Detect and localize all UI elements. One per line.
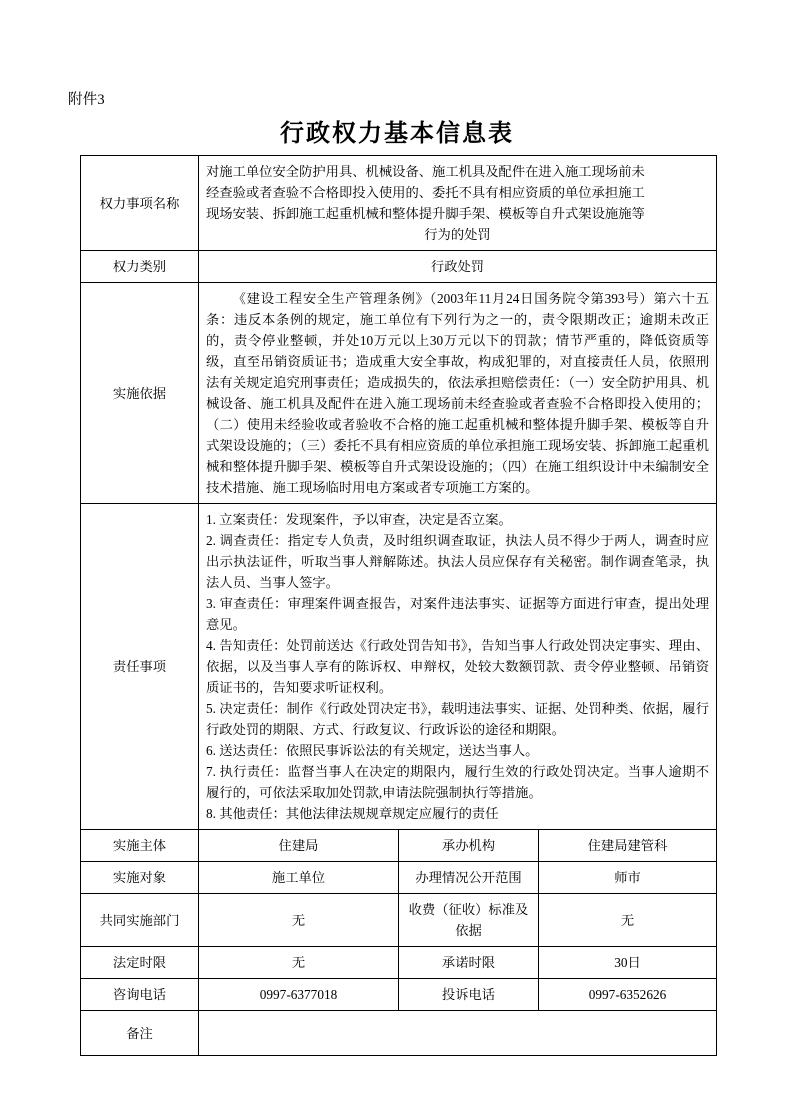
attachment-label: 附件3 xyxy=(68,92,105,108)
row-label-duties: 责任事项 xyxy=(81,504,199,830)
row-label-basis: 实施依据 xyxy=(81,283,199,504)
row-label-fee-standard: 收费（征收）标准及依据 xyxy=(399,894,539,947)
row-label-remark: 备注 xyxy=(81,1011,199,1056)
duty-item: 7. 执行责任：监督当事人在决定的期限内，履行生效的行政处罚决定。当事人逾期不履行的，可依法采取加处罚款,申请法院强制执行等措施。 xyxy=(206,764,709,800)
power-name-line2: 经查验或者查验不合格即投入使用的、委托不具有相应资质的单位承担施工 xyxy=(206,185,645,200)
table-row xyxy=(81,830,717,862)
power-info-table xyxy=(80,155,717,1056)
row-label-power-name: 权力事项名称 xyxy=(81,156,199,251)
row-label-consult-phone: 咨询电话 xyxy=(81,979,199,1011)
table-row xyxy=(81,504,717,830)
basis-paragraph: 《建设工程安全生产管理条例》（2003年11月24日国务院令第393号）第六十五条：违反本条例的规定，施工单位有下列行为之一的，责令限期改正；逾期未改正的，责令停业整顿，并处10万元以上30万元以下的罚款；情节严重的，降低资质等级，直至吊销资质证书；造成重大安全事故，构成犯罪的，对直接责任人员，依照刑法有关规定追究刑事责任；造成损失的，依法承担赔偿责任：（一）安全防护用具、机械设备、施工机具及配件在进入施工现场前未经查验或者查验不合格即投入使用的；（二）使用未经验收或者验收不合格的施工起重机械和整体提升脚手架、模板等自升式架设设施的；（三）委托不具有相应资质的单位承担施工现场安装、拆卸施工起重机械和整体提升脚手架、模板等自升式架设设施的；（四）在施工组织设计中未编制安全技术措施、施工现场临时用电方案或者专项施工方案的。 xyxy=(206,291,709,495)
row-value-remark xyxy=(199,1011,717,1056)
row-value-fee-standard: 无 xyxy=(539,894,717,947)
row-value-joint-department: 无 xyxy=(199,894,399,947)
row-value-implement-subject: 住建局 xyxy=(199,830,399,862)
row-value-implement-object: 施工单位 xyxy=(199,862,399,894)
row-value-complaint-phone: 0997-6352626 xyxy=(539,979,717,1011)
duty-item: 2. 调查责任：指定专人负责，及时组织调查取证，执法人员不得少于两人，调查时应出示执法证件，听取当事人辩解陈述。执法人员应保存有关秘密。制作调查笔录，执法人员、当事人签字。 xyxy=(206,533,709,590)
row-value-consult-phone: 0997-6377018 xyxy=(199,979,399,1011)
row-value-power-type: 行政处罚 xyxy=(199,251,717,283)
table-row xyxy=(81,251,717,283)
power-name-line4: 行为的处罚 xyxy=(424,227,491,242)
table-row xyxy=(81,862,717,894)
duty-item: 8. 其他责任：其他法律法规规章规定应履行的责任 xyxy=(206,806,499,821)
row-value-legal-limit: 无 xyxy=(199,947,399,979)
table-row xyxy=(81,1011,717,1056)
row-value-public-scope: 师市 xyxy=(539,862,717,894)
row-label-power-type: 权力类别 xyxy=(81,251,199,283)
table-row xyxy=(81,979,717,1011)
row-label-implement-subject: 实施主体 xyxy=(81,830,199,862)
row-label-complaint-phone: 投诉电话 xyxy=(399,979,539,1011)
duty-item: 6. 送达责任：依照民事诉讼法的有关规定，送达当事人。 xyxy=(206,743,539,758)
power-name-line3: 现场安装、拆卸施工起重机械和整体提升脚手架、模板等自升式架设施施等 xyxy=(206,206,645,221)
row-value-basis xyxy=(199,283,717,504)
duty-item: 1. 立案责任：发现案件，予以审查，决定是否立案。 xyxy=(206,512,512,527)
table-row xyxy=(81,283,717,504)
row-value-promise-limit: 30日 xyxy=(539,947,717,979)
table-row xyxy=(81,156,717,251)
row-label-legal-limit: 法定时限 xyxy=(81,947,199,979)
row-label-joint-department: 共同实施部门 xyxy=(81,894,199,947)
row-value-duties xyxy=(199,504,717,830)
row-value-power-name xyxy=(199,156,717,251)
duty-item: 4. 告知责任：处罚前送达《行政处罚告知书》，告知当事人行政处罚决定事实、理由、依据，以及当事人享有的陈诉权、申辩权，处较大数额罚款、责令停业整顿、吊销资质证书的，告知要求听证权利。 xyxy=(206,638,709,695)
row-label-public-scope: 办理情况公开范围 xyxy=(399,862,539,894)
duty-item: 3. 审查责任：审理案件调查报告，对案件违法事实、证据等方面进行审查，提出处理意见。 xyxy=(206,596,709,632)
row-label-promise-limit: 承诺时限 xyxy=(399,947,539,979)
row-label-handling-agency: 承办机构 xyxy=(399,830,539,862)
table-row xyxy=(81,894,717,947)
duty-item: 5. 决定责任：制作《行政处罚决定书》，载明违法事实、证据、处罚种类、依据，履行行政处罚的期限、方式、行政复议、行政诉讼的途径和期限。 xyxy=(206,701,709,737)
table-row xyxy=(81,947,717,979)
page-title: 行政权力基本信息表 xyxy=(280,120,514,147)
row-label-implement-object: 实施对象 xyxy=(81,862,199,894)
row-value-handling-agency: 住建局建管科 xyxy=(539,830,717,862)
power-name-line1: 对施工单位安全防护用具、机械设备、施工机具及配件在进入施工现场前未 xyxy=(206,164,645,179)
